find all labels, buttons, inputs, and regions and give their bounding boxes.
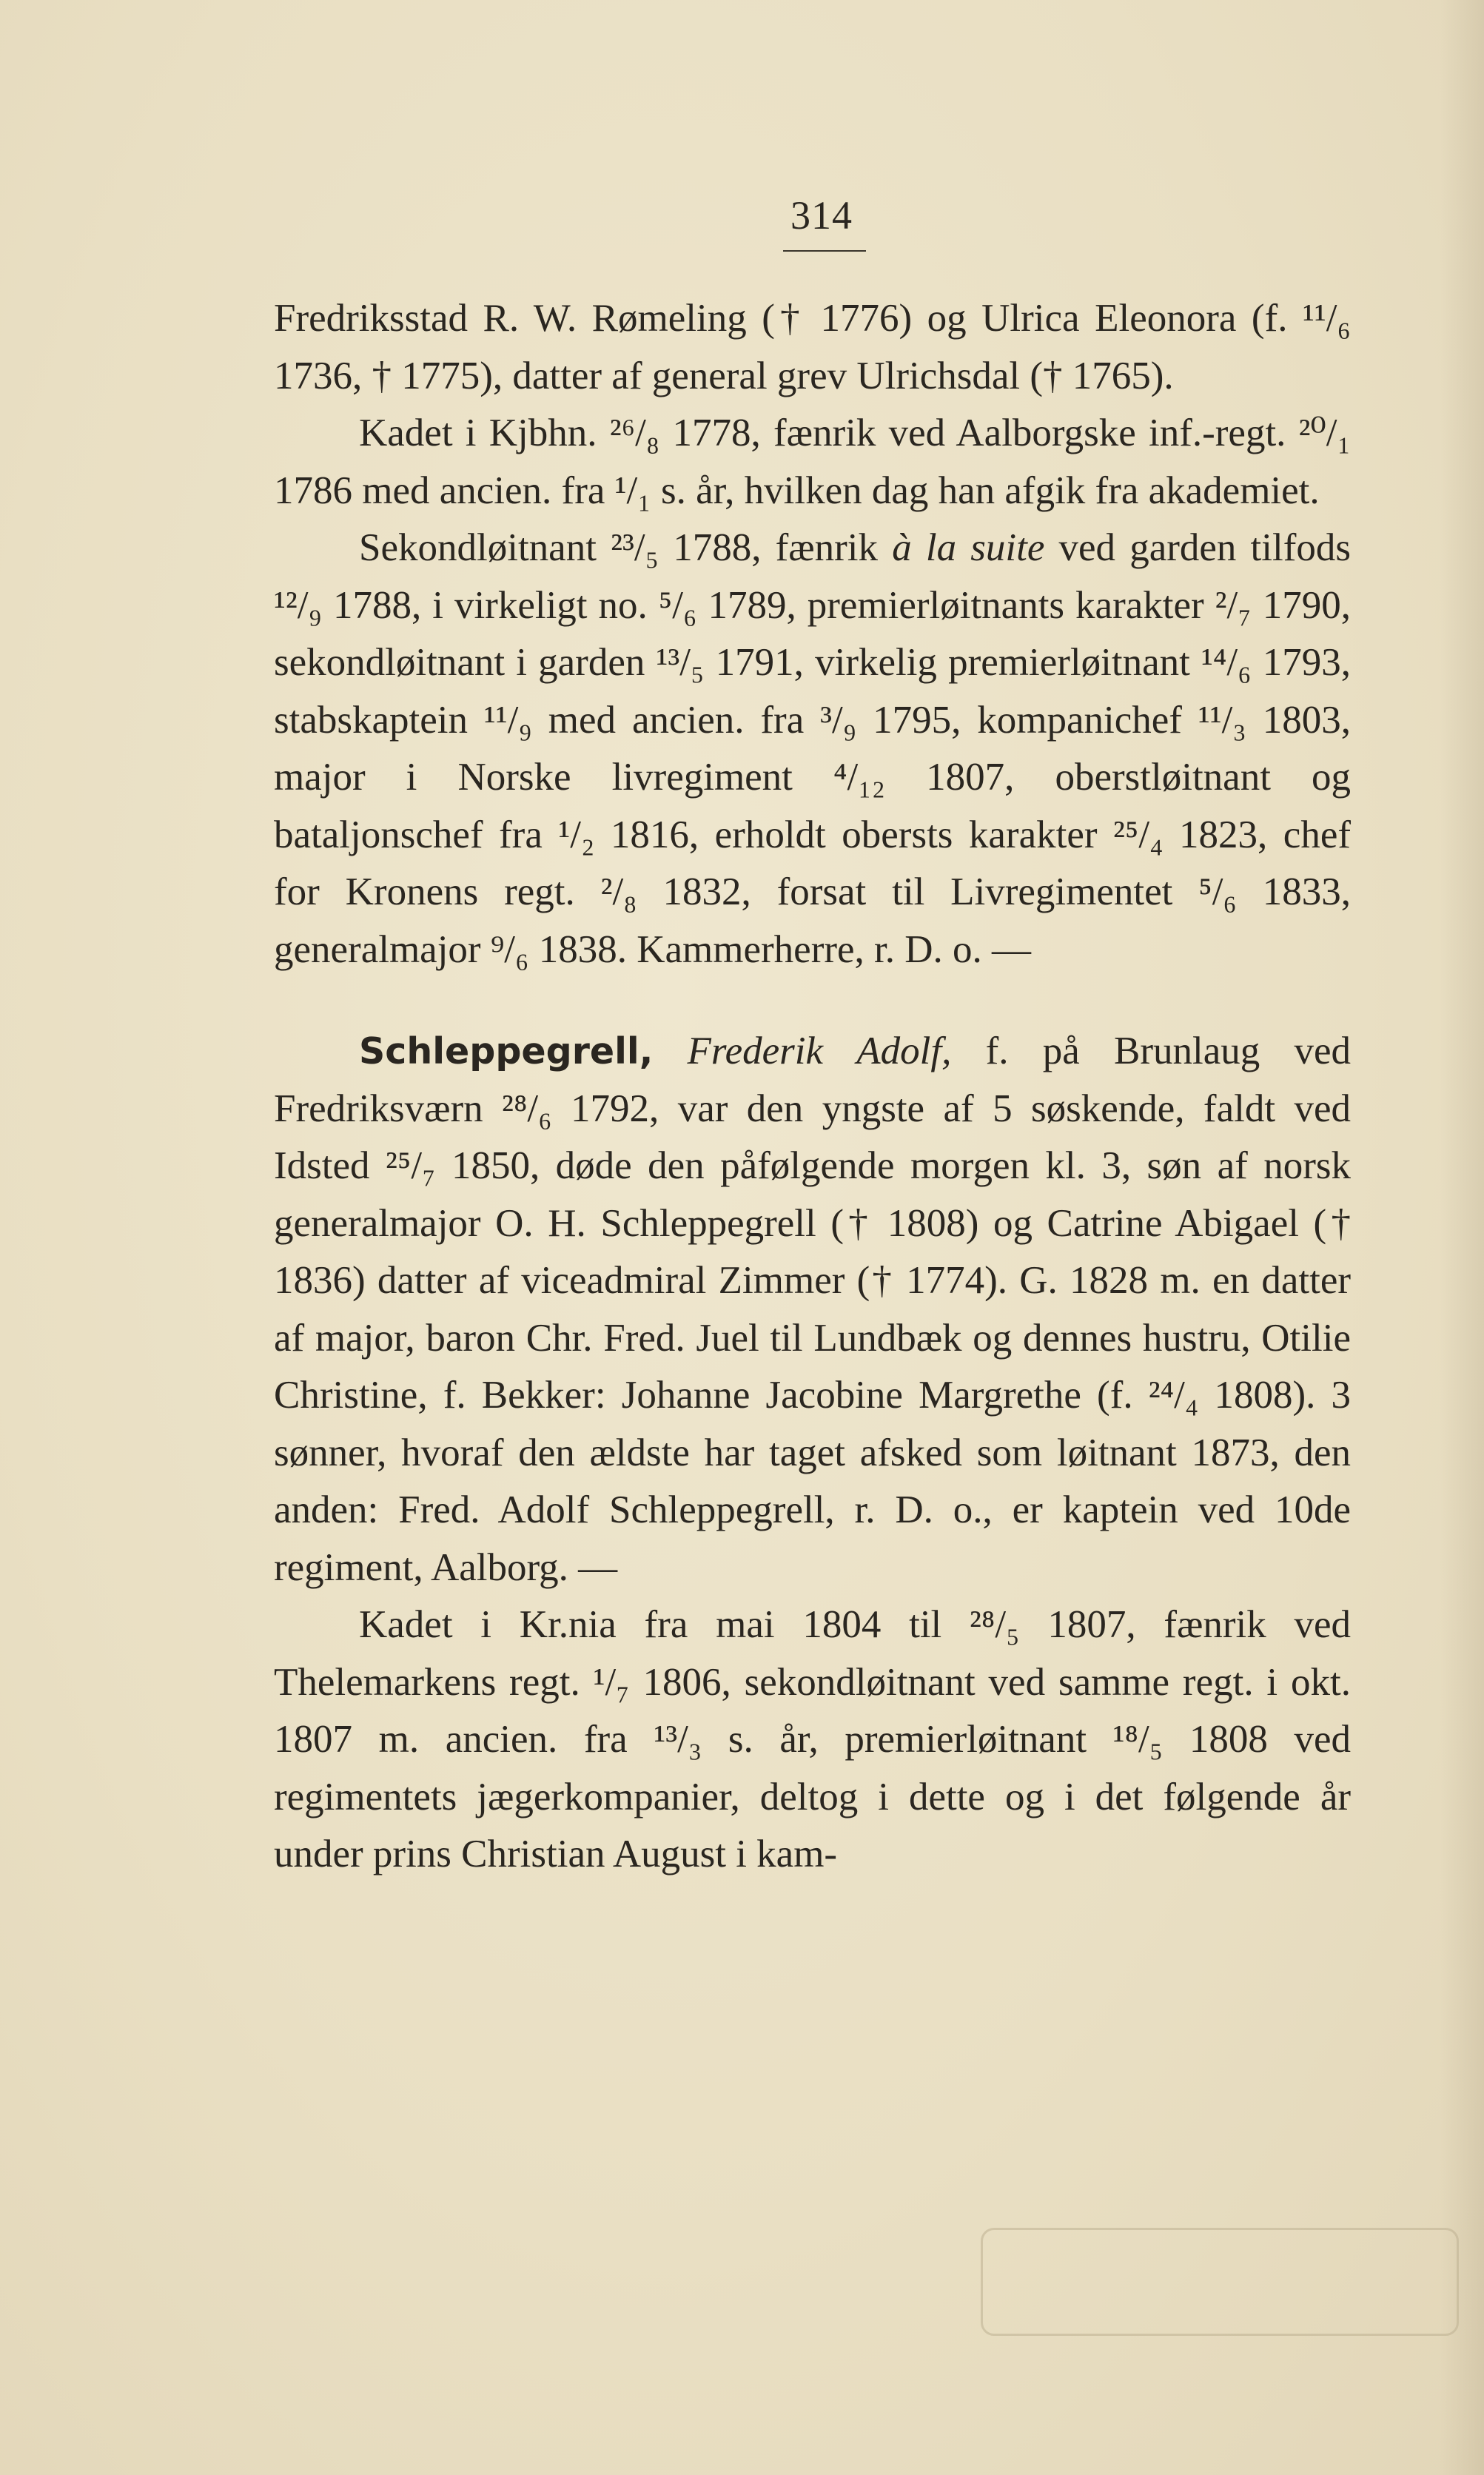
biography-entry xyxy=(274,1023,1351,1596)
paragraph-schleppegrell-career: Kadet i Kr.nia fra mai 1804 til ²⁸/₅ 1807, fænrik ved Thelemarkens regt. ¹/₇ 1806, sekondløitnant ved samme regt. i okt. 1807 m. ancien. fra ¹³/₃ s. år, premierløitnant ¹⁸/₅ 1808 ved regimentets jægerkompanier, deltog i dette og i det følgende år under prins Christian August i kam- xyxy=(274,1603,1351,1875)
entry-surname: Schleppegrell, xyxy=(359,1030,654,1072)
page-number-rule xyxy=(783,250,866,252)
body-text xyxy=(274,290,1351,1884)
library-stamp-outline xyxy=(981,2228,1459,2336)
paragraph-cadet-career: Kadet i Kjbhn. ²⁶/₈ 1778, fænrik ved Aalborgske inf.-regt. ²⁰/₁ 1786 med ancien. fra ¹/₁ s. år, hvilken dag han afgik fra akademiet. xyxy=(274,412,1351,512)
italic-phrase: à la suite xyxy=(892,526,1045,569)
page-number: 314 xyxy=(790,193,853,238)
page-edge-shadow xyxy=(1440,0,1484,2475)
entry-given-names: Frederik Adolf, xyxy=(687,1030,952,1072)
entry-text: f. på Brunlaug ved Fredriksværn ²⁸/₆ 1792, var den yngste af 5 søskende, faldt ved Idsted ²⁵/₇ 1850, døde den påfølgende morgen kl. 3, søn af norsk generalmajor O. H. Schleppegrell († 1808) og Catrine Abigael († 1836) datter af viceadmiral Zimmer († 1774). G. 1828 m. en datter af major, baron Chr. Fred. Juel til Lundbæk og dennes hustru, Otilie Christine, f. Bekker: Johanne Jacobine Margrethe (f. ²⁴/₄ 1808). 3 sønner, hvoraf den ældste har taget afsked som løitnant 1873, den anden: Fred. Adolf Schleppegrell, r. D. o., er kaptein ved 10de regiment, Aalborg. — xyxy=(274,1030,1351,1589)
paragraph-parents: Fredriksstad R. W. Rømeling († 1776) og Ulrica Eleonora (f. ¹¹/₆ 1736, † 1775), datter af general grev Ulrichsdal († 1765). xyxy=(274,297,1351,397)
paragraph-officer-career: Sekondløitnant ²³/₅ 1788, fænrik à la suite ved garden tilfods ¹²/₉ 1788, i virkeligt no. ⁵/₆ 1789, premierløitnants karakter ²/₇ 1790, sekondløitnant i garden ¹³/₅ 1791, virkelig premierløitnant ¹⁴/₆ 1793, stabskaptein ¹¹/₉ med ancien. fra ³/₉ 1795, kompanichef ¹¹/₃ 1803, major i Norske livregiment ⁴/₁₂ 1807, oberstløitnant og bataljonschef fra ¹/₂ 1816, erholdt obersts karakter ²⁵/₄ 1823, chef for Kronens regt. ²/₈ 1832, forsat til Livregimentet ⁵/₆ 1833, generalmajor ⁹/₆ 1838. Kammerherre, r. D. o. — xyxy=(274,526,1352,971)
